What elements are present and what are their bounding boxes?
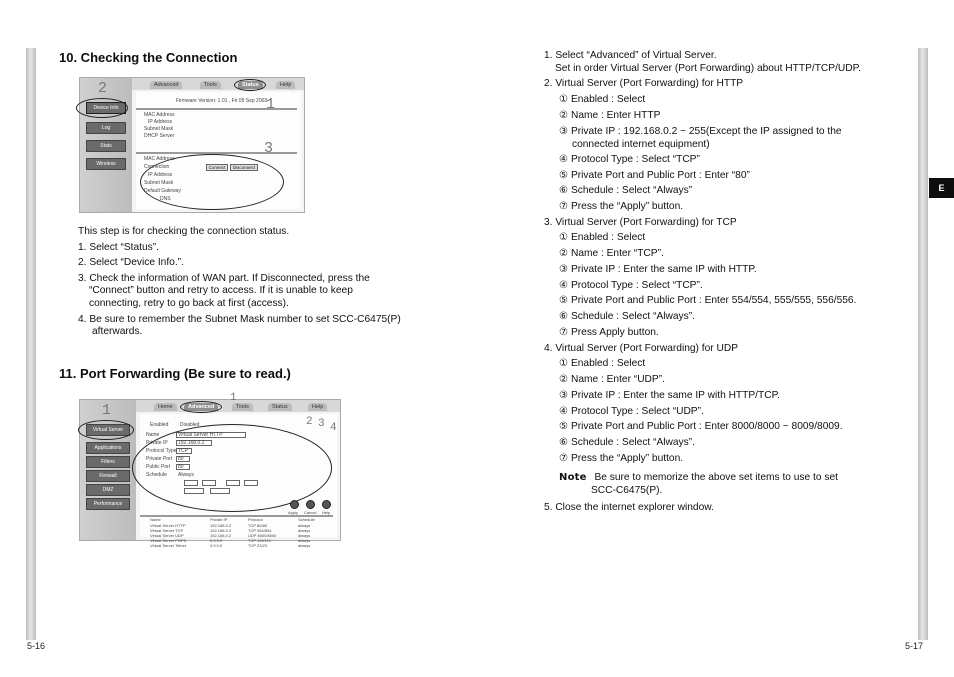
callout-3: 3 bbox=[318, 418, 325, 430]
step-4: 4. Be sure to remember the Subnet Mask number to set SCC-C6475(P) bbox=[78, 313, 401, 325]
note-line: Be sure to memorize the above set items to use to set bbox=[594, 472, 838, 483]
disconnect-button: Disconnect bbox=[230, 164, 258, 171]
table-cell: TCP 554/554 bbox=[248, 528, 272, 533]
apply-icon bbox=[290, 500, 299, 509]
right-binding-bar bbox=[918, 48, 928, 640]
table-cell: 192.168.0.2 bbox=[210, 523, 232, 528]
tab-status: Status bbox=[238, 81, 263, 89]
left-binding-bar bbox=[26, 48, 36, 640]
lan-row: MAC Address bbox=[144, 112, 175, 118]
table-cell: Virtual Server HTTP bbox=[150, 523, 186, 528]
list-item: ① Enabled : Select bbox=[559, 358, 646, 369]
list-item: ⑤ Private Port and Public Port : Enter 554/554, 555/555, 556/556. bbox=[559, 295, 857, 306]
form-label-private-ip: Private IP bbox=[146, 440, 168, 446]
list-item: ② Name : Enter “UDP”. bbox=[559, 374, 665, 385]
list-item: ① Enabled : Select bbox=[559, 94, 646, 105]
wan-row: Connection bbox=[144, 164, 170, 170]
cancel-label: Cancel bbox=[304, 510, 317, 515]
protocol-value: TCP bbox=[178, 448, 188, 454]
section-10-heading: 10. Checking the Connection bbox=[59, 50, 238, 65]
table-cell: always bbox=[298, 523, 311, 528]
list-item: ⑤ Private Port and Public Port : Enter “80” bbox=[559, 170, 750, 181]
intro-text: This step is for checking the connection status. bbox=[78, 226, 290, 237]
callout-oval-device-info bbox=[76, 98, 128, 118]
connect-button: Connect bbox=[206, 164, 228, 171]
screenshot-content bbox=[136, 92, 301, 209]
table-cell: TCP 80/80 bbox=[248, 523, 268, 528]
wan-row: Subnet Mask bbox=[144, 180, 174, 186]
step-2: 2. Select “Device Info.”. bbox=[78, 257, 184, 269]
list-item: ⑦ Press the “Apply” button. bbox=[559, 453, 684, 464]
lan-row: DHCP Server bbox=[144, 133, 175, 139]
tab-status: Status bbox=[268, 403, 292, 411]
table-cell: always bbox=[298, 528, 311, 533]
tab-home: Home bbox=[154, 403, 177, 411]
schedule-value: Always bbox=[178, 472, 194, 478]
wan-row: IP Address bbox=[148, 172, 173, 178]
list-item: ② Name : Enter “TCP”. bbox=[559, 248, 664, 259]
list-item: ⑤ Private Port and Public Port : Enter 8000/8000 ~ 8009/8009. bbox=[559, 421, 843, 432]
screenshot-content bbox=[140, 414, 337, 548]
list-item: ⑦ Press Apply button. bbox=[559, 327, 659, 338]
nav-button-applications: Applications bbox=[86, 442, 130, 454]
step-3: 3. Check the information of WAN part. If Disconnected, press the bbox=[78, 272, 370, 284]
public-port-value: 80 bbox=[178, 464, 184, 470]
tab-advanced: Advanced bbox=[184, 403, 218, 411]
nav-button-performance: Performance bbox=[86, 498, 130, 510]
list-item: ⑥ Schedule : Select “Always”. bbox=[559, 311, 695, 322]
callout-2: 2 bbox=[98, 80, 108, 97]
table-cell: TCP 23/23 bbox=[248, 543, 268, 548]
list-item: ⑥ Schedule : Select “Always” bbox=[559, 185, 693, 196]
form-label-private-port: Private Port bbox=[146, 456, 173, 462]
table-header-cell: Protocol bbox=[248, 517, 263, 522]
callout-oval-status bbox=[234, 79, 266, 91]
list-item: 5. Close the internet explorer window. bbox=[544, 502, 714, 513]
step-1: 1. Select “Status”. bbox=[78, 241, 159, 253]
list-item: 2. Virtual Server (Port Forwarding) for HTTP bbox=[544, 78, 744, 89]
form-label-name: Name bbox=[146, 432, 160, 438]
list-item: 3. Virtual Server (Port Forwarding) for TCP bbox=[544, 217, 737, 228]
table-header-cell: Private IP bbox=[210, 517, 228, 522]
note-label: Note bbox=[559, 472, 587, 483]
table-cell: Virtual Server Telnet bbox=[150, 543, 186, 548]
list-item: Set in order Virtual Server (Port Forwarding) about HTTP/TCP/UDP. bbox=[555, 63, 861, 74]
list-item: 1. Select “Advanced” of Virtual Server. bbox=[544, 50, 717, 61]
table-cell: Virtual Server POP3 bbox=[150, 538, 186, 543]
wan-row: DNS bbox=[160, 196, 171, 202]
note-line: SCC-C6475(P). bbox=[591, 485, 663, 496]
callout-1-tab: 1 bbox=[230, 392, 237, 404]
table-cell: always bbox=[298, 543, 311, 548]
status-screenshot bbox=[79, 77, 305, 213]
list-item: ④ Protocol Type : Select “TCP”. bbox=[559, 280, 703, 291]
step-4-cont: afterwards. bbox=[92, 326, 143, 338]
nav-button-stats: Stats bbox=[86, 140, 126, 152]
list-item: 4. Virtual Server (Port Forwarding) for UDP bbox=[544, 343, 739, 354]
nav-button-device-info: Device Info bbox=[86, 102, 126, 114]
list-item: connected internet equipment) bbox=[572, 139, 710, 150]
tab-tools: Tools bbox=[232, 403, 253, 411]
callout-oval-form bbox=[132, 424, 332, 512]
private-ip-value: 192.168.0.2 bbox=[178, 440, 205, 446]
tab-help: Help bbox=[276, 81, 295, 89]
table-cell: always bbox=[298, 538, 311, 543]
section-tab-e: E bbox=[929, 178, 954, 198]
apply-label: Apply bbox=[288, 510, 299, 515]
form-label-schedule: Schedule bbox=[146, 472, 167, 478]
form-label-protocol: Protocol Type bbox=[146, 448, 177, 454]
table-cell: TCP 110/110 bbox=[248, 538, 271, 543]
help-icon bbox=[322, 500, 331, 509]
table-cell: Virtual Server UDP bbox=[150, 533, 184, 538]
wan-row: MAC Address bbox=[144, 156, 175, 162]
list-item: ③ Private IP : Enter the same IP with HTTP. bbox=[559, 264, 757, 275]
list-item: ⑥ Schedule : Select “Always”. bbox=[559, 437, 695, 448]
list-item: ④ Protocol Type : Select “TCP” bbox=[559, 154, 700, 165]
private-port-value: 80 bbox=[178, 456, 184, 462]
nav-button-log: Log bbox=[86, 122, 126, 134]
step-3-cont: “Connect” button and retry to access. If it is unable to keep bbox=[89, 285, 353, 297]
list-item: ③ Private IP : 192.168.0.2 ~ 255(Except the IP assigned to the bbox=[559, 126, 842, 137]
table-cell: 0.0.0.0 bbox=[210, 543, 223, 548]
tab-tools: Tools bbox=[200, 81, 221, 89]
nav-button-virtual-server: Virtual Server bbox=[86, 424, 130, 436]
callout-oval-wan bbox=[140, 154, 284, 210]
tab-help: Help bbox=[308, 403, 327, 411]
section-11-heading: 11. Port Forwarding (Be sure to read.) bbox=[59, 366, 291, 381]
table-cell: always bbox=[298, 533, 311, 538]
table-header-cell: Schedule bbox=[298, 517, 315, 522]
callout-oval-advanced bbox=[180, 401, 222, 413]
radio-disabled: Disabled bbox=[180, 422, 200, 428]
table-cell: Virtual Server TCP bbox=[150, 528, 184, 533]
callout-1: 1 bbox=[266, 96, 276, 113]
tab-advanced: Advanced bbox=[150, 81, 182, 89]
list-item: ① Enabled : Select bbox=[559, 232, 646, 243]
page-number-left: 5-16 bbox=[27, 641, 46, 651]
table-cell: 192.168.0.2 bbox=[210, 528, 232, 533]
step-3-cont: connecting, retry to go back at first (access). bbox=[89, 297, 289, 309]
nav-button-wireless: Wireless bbox=[86, 158, 126, 170]
list-item: ② Name : Enter HTTP bbox=[559, 110, 661, 121]
virtual-server-screenshot bbox=[79, 392, 341, 548]
table-cell: 192.168.0.2 bbox=[210, 533, 232, 538]
lan-row: Subnet Mask bbox=[144, 126, 174, 132]
cancel-icon bbox=[306, 500, 315, 509]
radio-enabled: Enabled bbox=[150, 422, 169, 428]
callout-1-nav: 1 bbox=[102, 402, 112, 419]
lan-row: IP Address bbox=[148, 119, 173, 125]
nav-button-filters: Filters bbox=[86, 456, 130, 468]
list-item: ④ Protocol Type : Select “UDP”. bbox=[559, 406, 704, 417]
table-cell: UDP 8000/8000 bbox=[248, 533, 277, 538]
nav-button-firewall: Firewall bbox=[86, 470, 130, 482]
firmware-line: Firmware Version: 1.01 , Fri 05 Sep 2003 bbox=[176, 98, 268, 104]
table-cell: 0.0.0.0 bbox=[210, 538, 223, 543]
callout-2: 2 bbox=[306, 416, 313, 428]
name-value: Virtual Server HTTP bbox=[178, 432, 223, 438]
callout-oval-virtual-server bbox=[78, 420, 134, 440]
right-page-instructions bbox=[544, 50, 904, 520]
note-block bbox=[559, 472, 838, 483]
section-10-body bbox=[78, 226, 401, 339]
form-label-public-port: Public Port bbox=[146, 464, 171, 470]
nav-button-dmz: DMZ bbox=[86, 484, 130, 496]
callout-4: 4 bbox=[330, 422, 337, 434]
list-item: ⑦ Press the “Apply” button. bbox=[559, 201, 684, 212]
callout-3: 3 bbox=[264, 140, 274, 157]
list-item: ③ Private IP : Enter the same IP with HTTP/TCP. bbox=[559, 390, 780, 401]
help-label: Help bbox=[322, 510, 331, 515]
table-header-cell: Name bbox=[150, 517, 161, 522]
page-number-right: 5-17 bbox=[905, 641, 924, 651]
wan-row: Default Gateway bbox=[144, 188, 181, 194]
